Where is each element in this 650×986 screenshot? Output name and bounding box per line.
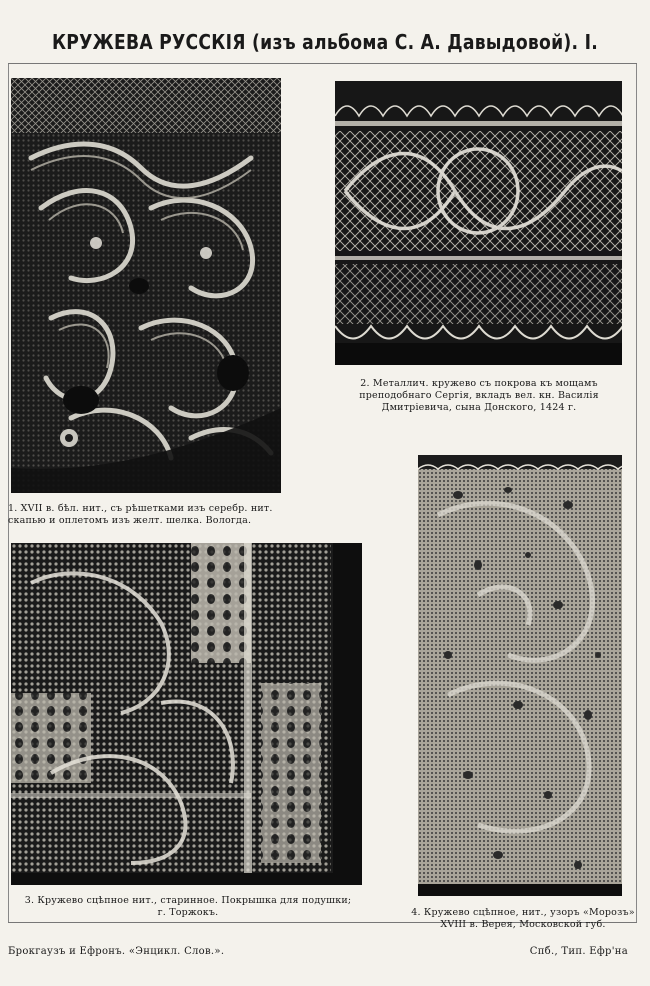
lace-plate-2 — [335, 81, 622, 365]
page-title: КРУЖЕВА РУССКІЯ (изъ альбома С. А. Давыдовой). I. — [51, 30, 599, 54]
footer-publisher: Брокгаузъ и Ефронъ. «Энцикл. Слов.». — [8, 946, 225, 957]
title-rule — [8, 63, 637, 64]
lace-plate-4 — [418, 455, 622, 896]
page-right-border — [636, 64, 637, 922]
lace-image-3 — [11, 543, 362, 885]
caption-3: 3. Кружево сцѣпное нит., старинное. Покрышка для подушки; г. Торжокъ. — [24, 895, 352, 918]
lace-plate-1 — [11, 78, 281, 493]
caption-1: 1. XVII в. бѣл. нит., съ рѣшетками изъ серебр. нит. скапью и оплетомъ изъ желт. шелка. Вологда. — [8, 503, 273, 526]
lace-image-2 — [335, 81, 622, 365]
page-left-border — [8, 64, 9, 922]
lace-image-4 — [418, 455, 622, 896]
caption-4: 4. Кружево сцѣпное, нит., узоръ «Морозъ» XVIII в. Верея, Московской губ. — [411, 907, 635, 930]
lace-image-1 — [11, 78, 281, 493]
caption-2: 2. Металлич. кружево съ покрова къ мощамъ преподобнаго Сергія, вкладъ вел. кн. Василія Дмитріевича, сына Донского, 1424 г. — [359, 378, 599, 413]
lace-plate-3 — [11, 543, 362, 885]
footer-printer: Спб., Тип. Ефр'на — [529, 946, 628, 957]
